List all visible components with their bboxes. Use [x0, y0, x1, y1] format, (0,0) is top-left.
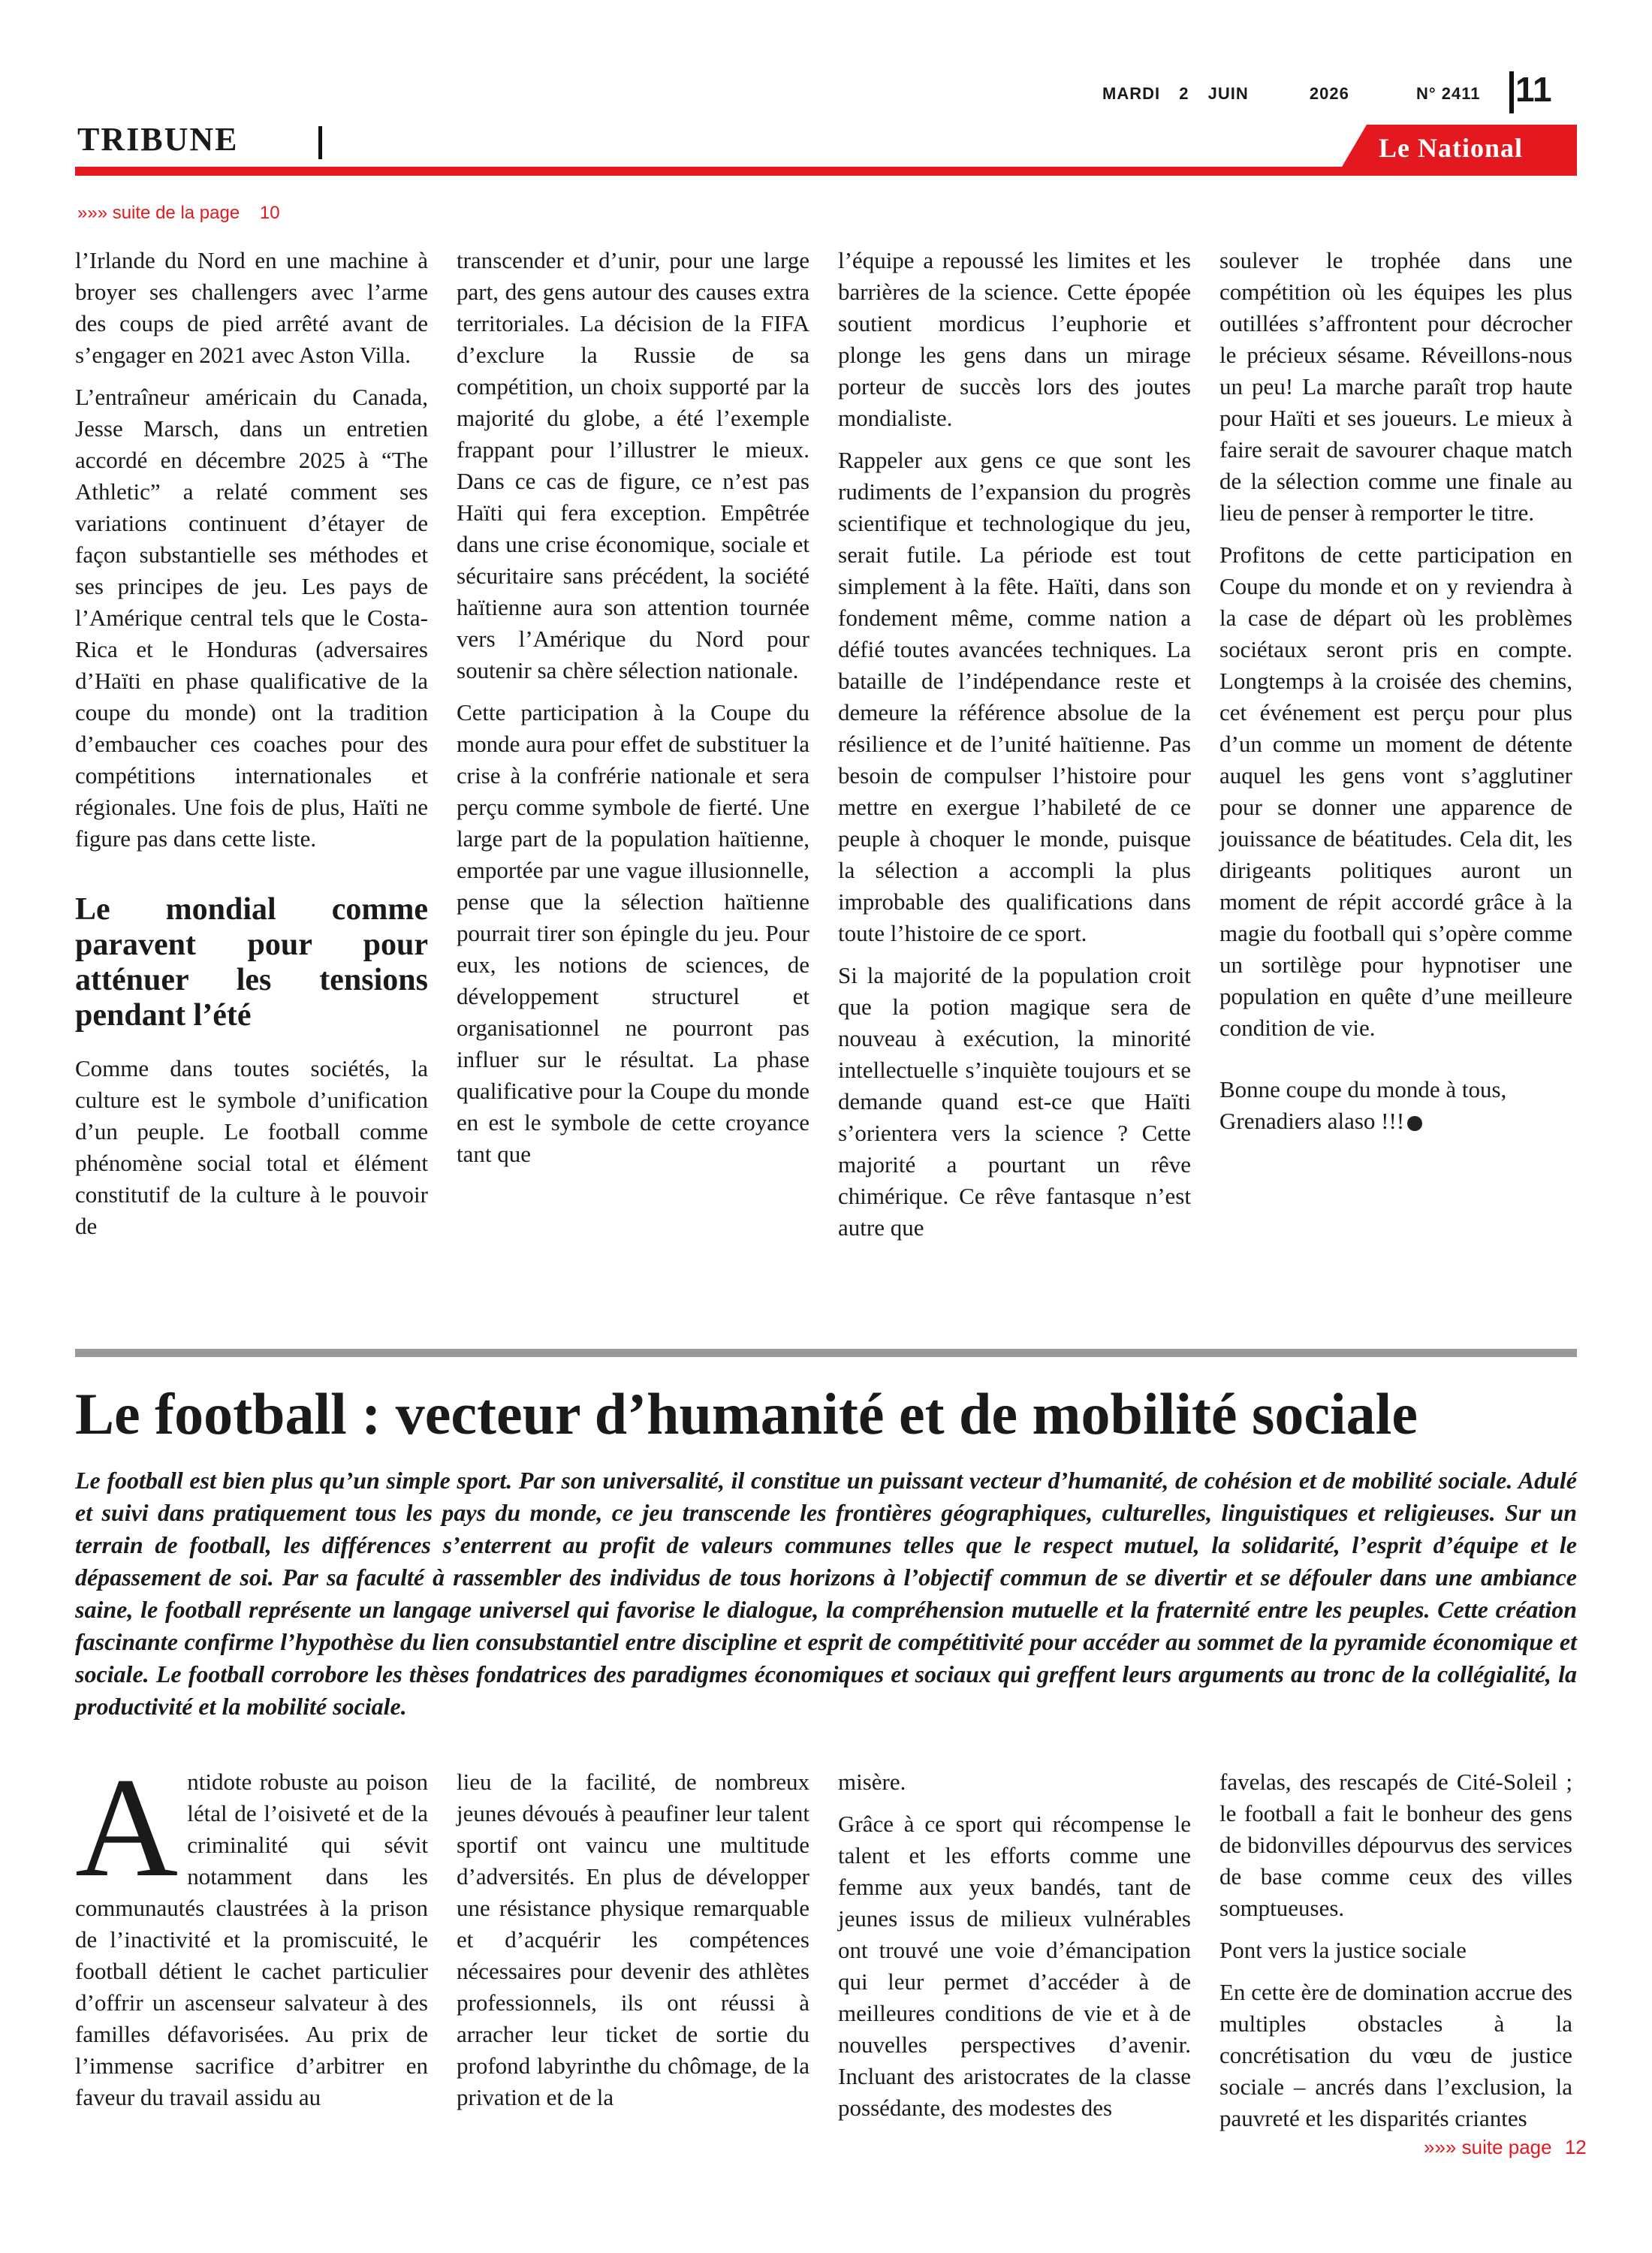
paragraph: Cette participation à la Coupe du monde aura pour effet de substituer la crise à la confrérie nationale et sera perçu comme symbole de fierté. Une large part de la population haïtienne, emportée par une vague illusionnelle, pense que la sélection haïtienne pourrait tirer son épingle du jeu. Pour eux, les notions de sciences, de développement structurel et organisationnel ne pourront pas influer sur le résultat. La phase qualificative pour la Coupe du monde en est le symbole de cette croyance tant que [457, 699, 809, 1167]
article1-column-4 [1219, 245, 1572, 1148]
date-month: JUIN [1207, 84, 1249, 103]
date-day-name: MARDI [1102, 84, 1161, 103]
section-title: TRIBUNE [77, 121, 239, 158]
end-of-article-icon [1407, 1116, 1422, 1131]
article1-column-3 [838, 245, 1191, 1254]
paragraph: ntidote robuste au poison létal de l’oisiveté et de la criminalité qui sévit notamment dans les communautés claustrées à la prison de l’inactivité et la promiscuité, le football détient le cachet particulier d’offrir un ascenseur salvateur à des familles défavorisées. Au prix de l’immense sacrifice d’arbitrer en faveur du travail assidu au [75, 1769, 428, 2110]
brand-name: Le National [1379, 133, 1524, 163]
continued-to[interactable] [1419, 2136, 1587, 2159]
article2-column-1 [75, 1749, 428, 2124]
continued-from[interactable] [77, 203, 285, 224]
article2-column-2 [457, 1766, 809, 2124]
article2-lead: Le football est bien plus qu’un simple sport. Par son universalité, il constitue un puissant vecteur d’humanité, de cohésion et de mobilité sociale. Adulé et suivi dans pratiquement tous les pays du monde, ce jeu transcende les frontières géographiques, culturelles, linguistiques et religieuses. Sur un terrain de football, les différences s’enterrent au profit de valeurs communes telles que le respect mutuel, la solidarité, l’esprit d’équipe et le dépassement de soi. Par sa faculté à rassembler des individus de tous horizons à l’objectif commun de se divertir et se défouler dans une ambiance saine, le football représente un langage universel qui favorise le dialogue, la compréhension mutuelle et la fraternité entre les peuples. Cette création fascinante confirme l’hypothèse du lien consubstantiel entre discipline et esprit de compétitivité pour accéder au sommet de la pyramide économique et sociale. Le football corrobore les thèses fondatrices des paradigmes économiques et sociaux qui greffent leurs arguments au tronc de la collégialité, la productivité et la mobilité sociale. [75, 1467, 1577, 1720]
paragraph: En cette ère de domination accrue des multiples obstacles à la concrétisation du vœu de justice sociale – ancrés dans l’exclusion, la pauvreté et les disparités criantes [1219, 1979, 1572, 2131]
section-divider [318, 126, 322, 159]
date-day: 2 [1179, 84, 1189, 103]
continued-to-marker: »»» suite page [1424, 2136, 1552, 2158]
paragraph: Si la majorité de la population croit que la potion magique sera de nouveau à exécution, la minorité intellectuelle s’inquiète toujours et se demande quand est-ce que Haïti s’orientera vers la science ? Cette majorité a pourtant un rêve chimérique. Ce rêve fantasque n’est autre que [838, 962, 1191, 1241]
paragraph: l’équipe a repoussé les limites et les barrières de la science. Cette épopée soutient mordicus l’euphorie et plonge les gens dans un mirage porteur de succès lors des joutes mondialiste. [838, 247, 1191, 431]
article-separator [75, 1349, 1577, 1357]
continued-to-page: 12 [1564, 2136, 1587, 2158]
date-year: 2026 [1309, 84, 1349, 103]
page-number: 11 [1515, 70, 1552, 109]
paragraph: favelas, des rescapés de Cité-Soleil ; le football a fait le bonheur des gens de bidonvilles dépourvus des services de base comme ceux des villes somptueuses. [1219, 1769, 1572, 1921]
article1-subheading: Le mondial comme paravent pour pour atténuer les tensions pendant l’été [75, 892, 428, 1033]
article1-column-2 [457, 245, 809, 1181]
page-number-divider [1509, 71, 1514, 113]
issue-number: N° 2411 [1415, 84, 1481, 103]
paragraph: l’Irlande du Nord en une machine à broyer ses challengers avec l’arme des coups de pied arrêté avant de s’engager en 2021 avec Aston Villa. [75, 247, 428, 368]
dateline [1102, 84, 1480, 104]
article1-column-1 [75, 245, 428, 1253]
paragraph: soulever le trophée dans une compétition où les équipes les plus outillées s’affrontent pour décrocher le précieux sésame. Réveillons-nous un peu! La marche paraît trop haute pour Haïti et ses joueurs. Le mieux à faire serait de savourer chaque match de la sélection comme une finale au lieu de penser à remporter le titre. [1219, 247, 1572, 526]
paragraph: Rappeler aux gens ce que sont les rudiments de l’expansion du progrès scientifique et technologique du jeu, serait futile. La période est tout simplement à la fête. Haïti, dans son fondement même, comme nation a défié toutes avancées techniques. La bataille de l’indépendance reste et demeure la référence absolue de la résilience et de l’unité haïtienne. Pas besoin de compulser l’histoire pour mettre en exergue l’habileté de ce peuple à choquer le monde, puisque la sélection a accompli la plus improbable des qualifications dans toute l’histoire de ce sport. [838, 447, 1191, 946]
continued-from-page: 10 [259, 203, 280, 223]
paragraph: lieu de la facilité, de nombreux jeunes dévoués à peaufiner leur talent sportif ont vaincu une multitude d’adversités. En plus de développer une résistance physique remarquable et d’acquérir les compétences nécessaires pour devenir des athlètes professionnels, ils ont réussi à arracher leur ticket de sortie du profond labyrinthe du chômage, de la privation et de la [457, 1769, 809, 2110]
paragraph: Profitons de cette participation en Coupe du monde et on y reviendra à la case de départ où les problèmes sociétaux seront pris en compte. Longtemps à la croisée des chemins, cet événement est perçu pour plus d’un comme un moment de détente auquel les gens vont s’agglutiner pour se donner une apparence de jouissance de béatitudes. Cela dit, les dirigeants politiques auront un moment de répit accordé grâce à la magie du football qui s’opère comme un sortilège pour hypnotiser une population en quête d’une meilleure condition de vie. [1219, 541, 1572, 1041]
closing-text: Bonne coupe du monde à tous, Grenadiers alaso !!! [1219, 1076, 1507, 1134]
article2-column-3 [838, 1766, 1191, 2134]
paragraph: L’entraîneur américain du Canada, Jesse Marsch, dans un entretien accordé en décembre 2025 à “The Athletic” a relaté comment ses variations continuent d’étayer de façon substantielle ses méthodes et ses principes de jeu. Les pays de l’Amérique central tels que le Costa-Rica et le Honduras (adversaires d’Haïti en phase qualificative de la coupe du monde) ont la tradition d’embaucher ces coaches pour des compétitions internationales et régionales. Une fois de plus, Haïti ne figure pas dans cette liste. [75, 384, 428, 852]
article2-headline: Le football : vecteur d’humanité et de mobilité sociale [75, 1381, 1418, 1446]
closing-paragraph [1219, 1074, 1572, 1137]
paragraph: Comme dans toutes sociétés, la culture est le symbole d’unification d’un peuple. Le football comme phénomène social total et élément constitutif de la culture à le pouvoir de [75, 1055, 428, 1239]
paragraph: misère. [838, 1769, 906, 1795]
paragraph: Grâce à ce sport qui récompense le talent et les efforts comme une femme aux yeux bandés, tant de jeunes issus de milieux vulnérables ont trouvé une voie d’émancipation qui leur permet d’accéder à de meilleures conditions de vie et à de nouvelles perspectives d’avenir. Incluant des aristocrates de la classe possédante, des modestes des [838, 1811, 1191, 2121]
drop-cap: A [75, 1749, 179, 1907]
article2-column-4 [1219, 1766, 1572, 2145]
article2-subheading: Pont vers la justice sociale [1219, 1937, 1467, 1963]
continued-from-marker: »»» suite de la page [77, 203, 240, 223]
paragraph: transcender et d’unir, pour une large part, des gens autour des causes extra territoriales. La décision de la FIFA d’exclure la Russie de sa compétition, un choix supporté par la majorité du globe, a été l’exemple frappant pour l’illustrer le mieux. Dans ce cas de figure, ce n’est pas Haïti qui fera exception. Empêtrée dans une crise économique, sociale et sécuritaire sans précédent, la société haïtienne aura son attention tournée vers l’Amérique du Nord pour soutenir sa chère sélection nationale. [457, 247, 809, 683]
